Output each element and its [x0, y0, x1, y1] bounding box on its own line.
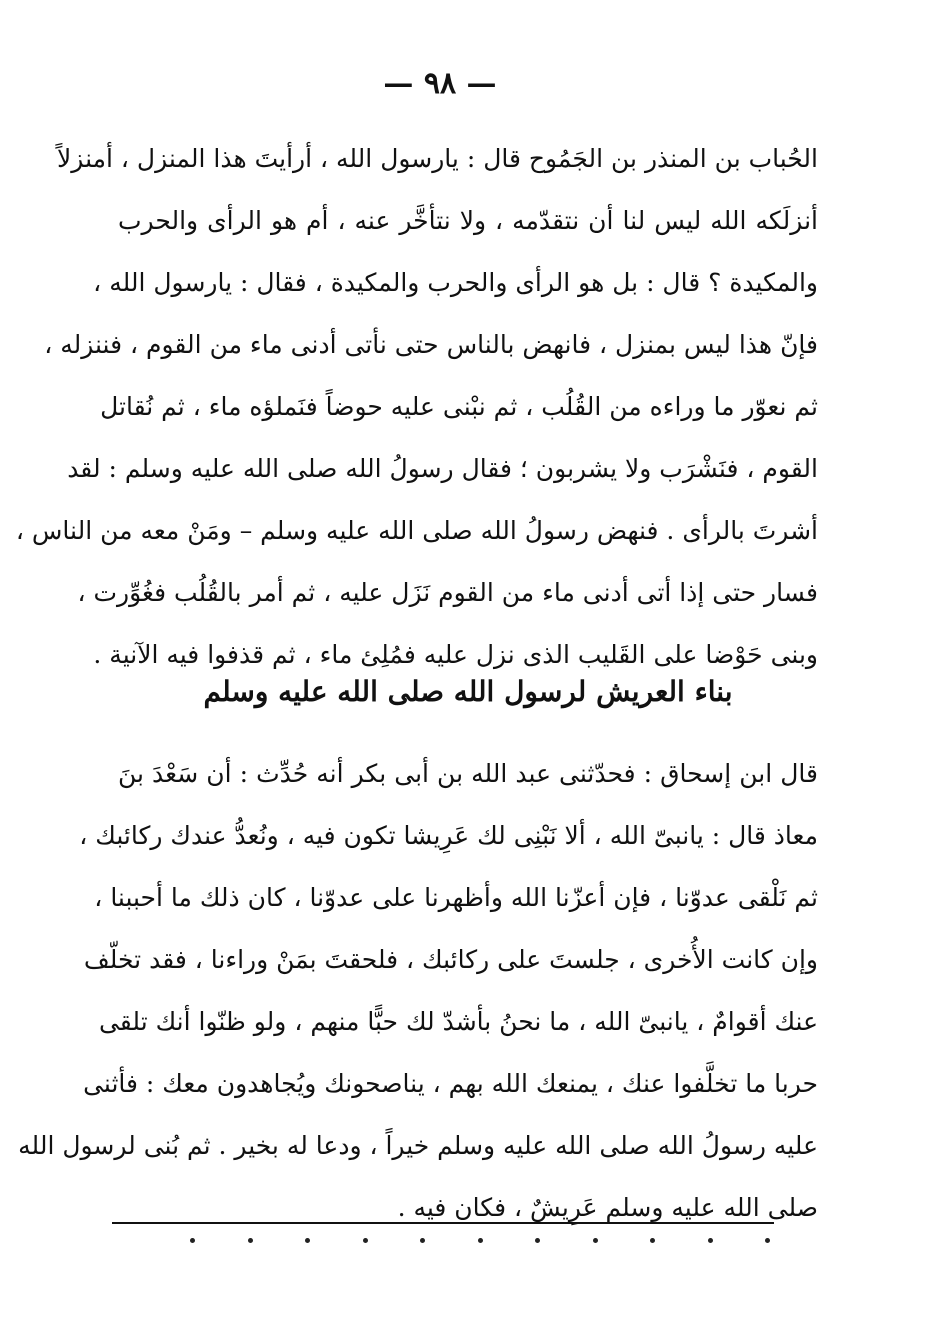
- dot-ornament: [305, 1238, 310, 1243]
- dot-ornament: [765, 1238, 770, 1243]
- dot-ornament: [363, 1238, 368, 1243]
- dot-ornament: [190, 1238, 195, 1243]
- paragraph-arish-building: [18, 743, 818, 1239]
- text-line: أنزلَكه الله ليس لنا أن نتقدّمه ، ولا نتأخَّر عنه ، أم هو الرأى والحرب: [118, 206, 818, 235]
- text-line: عنك أقوامٌ ، يانبىّ الله ، ما نحنُ بأشدّ لك حبًّا منهم ، ولو ظنّوا أنك تلقى: [98, 1007, 818, 1036]
- text-line: والمكيدة ؟ قال : بل هو الرأى والحرب والمكيدة ، فقال : يارسول الله ،: [93, 268, 818, 297]
- text-line: الحُباب بن المنذر بن الجَمُوح قال : يارسول الله ، أرأيتَ هذا المنزل ، أمنزلاً: [57, 144, 818, 173]
- text-line: عليه رسولُ الله صلى الله عليه وسلم خيراً ، ودعا له بخير . ثم بُنى لرسول الله: [18, 1131, 818, 1160]
- text-line: أشرتَ بالرأى . فنهض رسولُ الله صلى الله عليه وسلم – ومَنْ معه من الناس ،: [15, 516, 818, 545]
- dot-ornament: [650, 1238, 655, 1243]
- text-line: وإن كانت الأُخرى ، جلستَ على ركائبك ، فلحقتَ بمَنْ وراءنا ، فقد تخلّف: [83, 945, 818, 974]
- footer-dots: [190, 1238, 770, 1243]
- text-line: قال ابن إسحاق : فحدّثنى عبد الله بن أبى بكر أنه حُدِّث : أن سَعْدَ بنَ: [118, 759, 818, 788]
- text-line: فإنّ هذا ليس بمنزل ، فانهض بالناس حتى نأتى أدنى ماء من القوم ، فننزله ،: [44, 330, 818, 359]
- text-line: وبنى حَوْضا على القَليب الذى نزل عليه فمُلِئ ماء ، ثم قذفوا فيه الآنية .: [93, 640, 818, 669]
- dot-ornament: [420, 1238, 425, 1243]
- dot-ornament: [535, 1238, 540, 1243]
- dot-ornament: [593, 1238, 598, 1243]
- dot-ornament: [478, 1238, 483, 1243]
- text-line: معاذ قال : يانبىّ الله ، ألا نَبْنِى لك عَرِيشا تكون فيه ، ونُعدُّ عندك ركائبك ،: [79, 821, 818, 850]
- section-heading: بناء العريش لرسول الله صلى الله عليه وسلم: [203, 675, 733, 708]
- text-line: ثم نَلْقى عدوّنا ، فإن أعزّنا الله وأظهرنا على عدوّنا ، كان ذلك ما أحببنا ،: [94, 883, 818, 912]
- text-line: حربا ما تخلَّفوا عنك ، يمنعك الله بهم ، يناصحونك ويُجاهدون معك : فأثنى: [83, 1069, 818, 1098]
- dot-ornament: [708, 1238, 713, 1243]
- paragraph-hubab-advice: [15, 128, 818, 686]
- text-line: صلى الله عليه وسلم عَرِيشٌ ، فكان فيه .: [397, 1193, 818, 1222]
- text-line: ثم نعوّر ما وراءه من القُلُب ، ثم نبْنى عليه حوضاً فنَملؤه ماء ، ثم نُقاتل: [100, 392, 818, 421]
- text-line: فسار حتى إذا أتى أدنى ماء من القوم نَزَل عليه ، ثم أمر بالقُلُب فغُوِّرت ،: [77, 578, 818, 607]
- footer-rule: [112, 1222, 774, 1224]
- text-line: القوم ، فنَشْرَب ولا يشربون ؛ فقال رسولُ الله صلى الله عليه وسلم : لقد: [67, 454, 818, 483]
- page-number: — ٩٨ —: [383, 66, 497, 101]
- dot-ornament: [248, 1238, 253, 1243]
